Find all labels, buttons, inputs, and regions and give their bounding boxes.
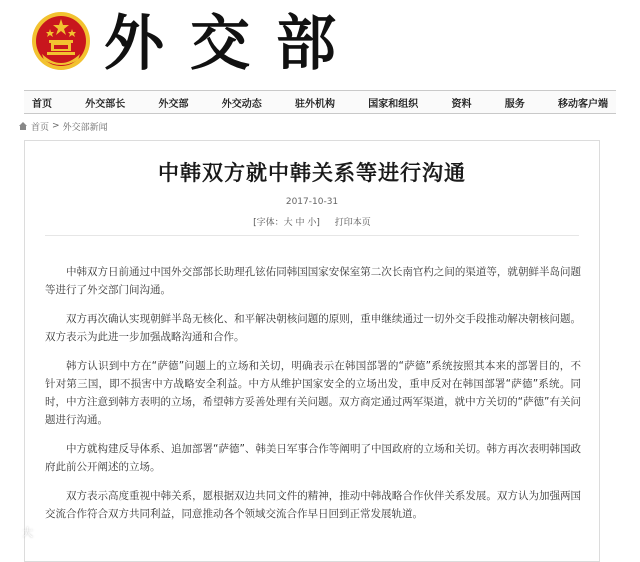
article-paragraph: 双方表示高度重视中韩关系，愿根据双边共同文件的精神，推动中韩战略合作伙伴关系发展。双方认为加强两国交流合作符合双方共同利益，同意推动各个领域交流合作早日回到正常发展轨道。	[45, 490, 581, 520]
title-divider	[45, 235, 579, 236]
article-paragraph: 韩方认识到中方在“萨德”问题上的立场和关切，明确表示在韩国部署的“萨德”系统按照其本来的部署目的，不针对第三国，即不损害中方战略安全利益。中方从维护国家安全的立场出发，重申反对在韩国部署“萨德”系统。同时，中方注意到韩方表明的立场，希望韩方妥善处理有关问题。双方商定通过两军渠道，就中方关切的“萨德”有关问题进行沟通。	[45, 360, 581, 426]
main-nav	[24, 90, 616, 114]
nav-item-missions[interactable]: 驻外机构	[295, 98, 335, 110]
nav-item-mobile-client[interactable]: 移动客户端	[558, 98, 608, 110]
watermark	[2, 522, 33, 542]
article-card	[24, 140, 600, 562]
nav-item-resources[interactable]: 资料	[451, 98, 472, 110]
watermark-text: 大	[22, 526, 33, 539]
nav-item-services[interactable]: 服务	[504, 98, 525, 110]
article-tools	[25, 215, 599, 228]
article-title: 中韩双方就中韩关系等进行沟通	[158, 161, 466, 185]
nav-item-minister[interactable]: 外交部长	[85, 98, 126, 110]
national-emblem-icon[interactable]	[30, 10, 92, 72]
article-paragraph: 双方再次确认实现朝鲜半岛无核化、和平解决朝核问题的原则，重申继续通过一切外交手段推动解决朝核问题。双方表示为此进一步加强战略沟通和合作。	[45, 313, 581, 343]
breadcrumb	[18, 119, 108, 133]
nav-item-diplomatic-news[interactable]: 外交动态	[221, 98, 262, 110]
breadcrumb-current[interactable]: 外交部新闻	[62, 122, 108, 133]
home-icon	[18, 121, 28, 131]
watermark-logo-icon	[2, 524, 18, 540]
nav-item-home[interactable]: 首页	[32, 98, 52, 110]
nav-item-countries[interactable]: 国家和组织	[368, 98, 419, 110]
article-paragraph: 中韩双方日前通过中国外交部部长助理孔铉佑同韩国国家安保室第二次长南官杓之间的渠道等，就朝鲜半岛问题等进行了外交部门间沟通。	[45, 266, 581, 296]
site-header	[0, 0, 640, 92]
article-date: 2017-10-31	[285, 197, 339, 207]
article-paragraph: 中方就构建反导体系、追加部署“萨德”、韩美日军事合作等阐明了中国政府的立场和关切。韩方再次表明韩国政府此前公开阐述的立场。	[45, 443, 581, 473]
article-body	[45, 263, 581, 534]
font-size-control[interactable]: [字体：大 中 小]	[253, 218, 320, 228]
breadcrumb-separator: >	[52, 121, 60, 131]
nav-item-ministry[interactable]: 外交部	[158, 98, 189, 110]
breadcrumb-home[interactable]: 首页	[31, 122, 50, 133]
site-logo-calligraphy[interactable]: 外交部	[104, 9, 362, 79]
print-link[interactable]: 打印本页	[334, 218, 371, 228]
